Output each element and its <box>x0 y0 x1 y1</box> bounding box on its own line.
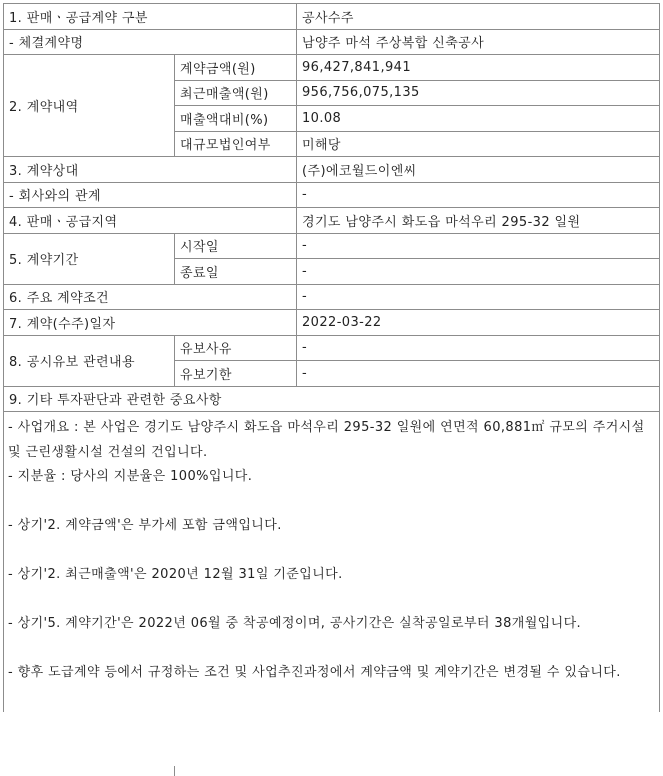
sub-label: 최근매출액(원) <box>175 80 297 106</box>
row-value: (주)에코월드이엔씨 <box>297 157 660 183</box>
table-row <box>4 335 660 361</box>
sub-label: 유보기한 <box>175 361 297 387</box>
row-value: 경기도 남양주시 화도읍 마석우리 295-32 일원 <box>297 208 660 234</box>
row-value: 미해당 <box>297 131 660 157</box>
row-label: 9. 기타 투자판단과 관련한 중요사항 <box>4 386 660 412</box>
row-label: 1. 판매ㆍ공급계약 구분 <box>4 4 297 30</box>
disclosure-table <box>3 3 660 712</box>
row-label: 5. 계약기간 <box>4 233 175 284</box>
note-item: - 지분율 : 당사의 지분율은 100%입니다. <box>8 469 253 484</box>
row-value: - <box>297 233 660 259</box>
row-label: 4. 판매ㆍ공급지역 <box>4 208 297 234</box>
row-label: 6. 주요 계약조건 <box>4 284 297 310</box>
table-row <box>4 208 660 234</box>
table-row <box>4 310 660 336</box>
row-label: 7. 계약(수주)일자 <box>4 310 297 336</box>
table-row <box>4 182 660 208</box>
row-value: - <box>297 284 660 310</box>
row-label: - 체결계약명 <box>4 29 297 55</box>
row-value: - <box>297 335 660 361</box>
row-value: 남양주 마석 주상복합 신축공사 <box>297 29 660 55</box>
table-divider <box>174 766 175 776</box>
table-row <box>4 55 660 81</box>
table-row <box>4 412 660 713</box>
table-row <box>4 233 660 259</box>
sub-label: 대규모법인여부 <box>175 131 297 157</box>
sub-label: 유보사유 <box>175 335 297 361</box>
row-value: 956,756,075,135 <box>297 80 660 106</box>
table-row <box>4 386 660 412</box>
note-item: - 상기'5. 계약기간'은 2022년 06월 중 착공예정이며, 공사기간은 실착공일로부터 38개월입니다. <box>8 616 582 631</box>
note-item: - 상기'2. 계약금액'은 부가세 포함 금액입니다. <box>8 518 282 533</box>
row-value: - <box>297 361 660 387</box>
row-value: 96,427,841,941 <box>297 55 660 81</box>
row-label: 8. 공시유보 관련내용 <box>4 335 175 386</box>
table-row <box>4 157 660 183</box>
row-label: 2. 계약내역 <box>4 55 175 157</box>
row-value: - <box>297 182 660 208</box>
table-row <box>4 29 660 55</box>
note-item: - 사업개요 : 본 사업은 경기도 남양주시 화도읍 마석우리 295-32 일원에 연면적 60,881㎡ 규모의 주거시설 및 근린생활시설 건설의 건입니다. <box>8 420 645 460</box>
row-value: 2022-03-22 <box>297 310 660 336</box>
row-label: 3. 계약상대 <box>4 157 297 183</box>
row-label: - 회사와의 관계 <box>4 182 297 208</box>
sub-label: 종료일 <box>175 259 297 285</box>
table-row <box>4 284 660 310</box>
sub-label: 계약금액(원) <box>175 55 297 81</box>
note-item: - 상기'2. 최근매출액'은 2020년 12월 31일 기준입니다. <box>8 567 343 582</box>
note-item: - 향후 도급계약 등에서 규정하는 조건 및 사업추진과정에서 계약금액 및 계약기간은 변경될 수 있습니다. <box>8 665 621 680</box>
row-value: 공사수주 <box>297 4 660 30</box>
table-row <box>4 4 660 30</box>
row-value: 10.08 <box>297 106 660 132</box>
row-value: - <box>297 259 660 285</box>
sub-label: 매출액대비(%) <box>175 106 297 132</box>
notes-cell <box>4 412 660 713</box>
disclosure-document <box>3 3 659 712</box>
sub-label: 시작일 <box>175 233 297 259</box>
